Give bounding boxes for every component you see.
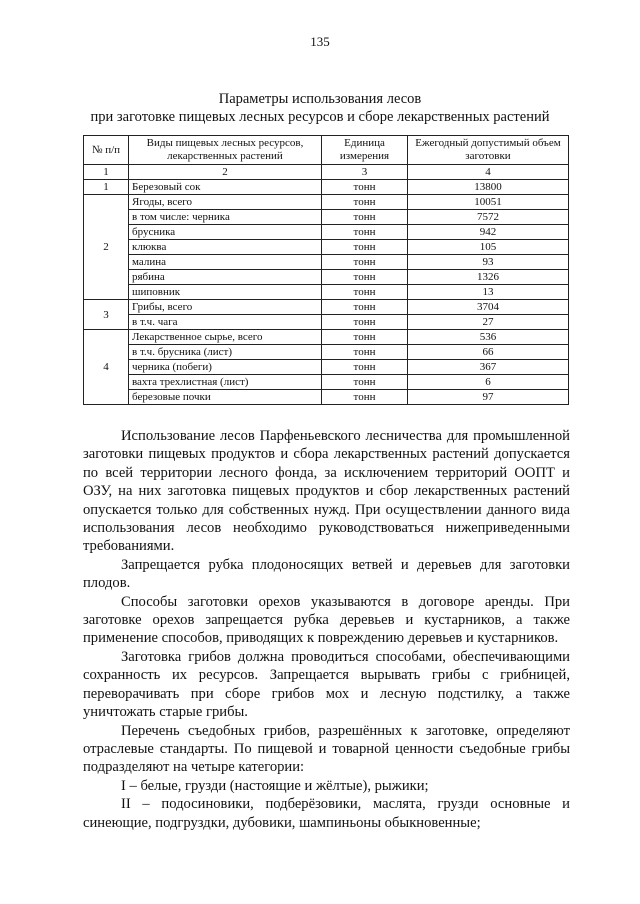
volume-cell: 6 <box>408 375 569 390</box>
page-number: 135 <box>310 34 330 49</box>
row-number-cell: 3 <box>84 300 129 330</box>
resource-name-cell: вахта трехлистная (лист) <box>129 375 322 390</box>
table-row <box>84 285 569 300</box>
unit-cell: тонн <box>322 390 408 405</box>
resource-name-cell: в т.ч. брусника (лист) <box>129 345 322 360</box>
header-resource-type: Виды пищевых лесных ресурсов, лекарственных растений <box>129 136 322 165</box>
unit-cell: тонн <box>322 375 408 390</box>
volume-cell: 536 <box>408 330 569 345</box>
header-annual-volume: Ежегодный допустимый объем заготовки <box>408 136 569 165</box>
column-number-row <box>84 165 569 180</box>
unit-cell: тонн <box>322 360 408 375</box>
unit-cell: тонн <box>322 195 408 210</box>
unit-cell: тонн <box>322 300 408 315</box>
resource-name-cell: брусника <box>129 225 322 240</box>
volume-cell: 27 <box>408 315 569 330</box>
table-row <box>84 255 569 270</box>
paragraph: Способы заготовки орехов указываются в договоре аренды. При заготовке орехов запрещается рубка деревьев и кустарников, а также применение способов, приводящих к повреждению деревьев и кустарников. <box>83 593 570 647</box>
table-row <box>84 225 569 240</box>
unit-cell: тонн <box>322 240 408 255</box>
resource-name-cell: шиповник <box>129 285 322 300</box>
paragraph: Запрещается рубка плодоносящих ветвей и деревьев для заготовки плодов. <box>83 556 570 592</box>
paragraph: Заготовка грибов должна проводиться способами, обеспечивающими сохранность их ресурсов. Запрещается вырывать грибы с грибницей, переворачивать при сборе грибов мох и лесную подстилку, а также уничтожать старые грибы. <box>83 648 570 721</box>
resource-name-cell: в том числе: черника <box>129 210 322 225</box>
volume-cell: 10051 <box>408 195 569 210</box>
table-row <box>84 360 569 375</box>
table-row <box>84 330 569 345</box>
volume-cell: 93 <box>408 255 569 270</box>
table-body <box>84 180 569 405</box>
paragraph: Использование лесов Парфеньевского лесничества для промышленной заготовки пищевых продуктов и сбора лекарственных растений допускается по всей территории лесного фонда, за исключением территорий ООПТ и ОЗУ, на них заготовка пищевых продуктов и сбор лекарственных растений опускается только для собственных нужд. При осуществлении данного вида использования лесов необходимо руководствоваться нижеприведенными требованиями. <box>83 428 570 555</box>
row-number-cell: 1 <box>84 180 129 195</box>
column-number: 2 <box>129 165 322 180</box>
row-number-cell: 2 <box>84 195 129 300</box>
header-unit: Единица измерения <box>322 136 408 165</box>
column-number: 3 <box>322 165 408 180</box>
table-row <box>84 315 569 330</box>
unit-cell: тонн <box>322 345 408 360</box>
unit-cell: тонн <box>322 225 408 240</box>
table-row <box>84 300 569 315</box>
paragraph: Перечень съедобных грибов, разрешённых к заготовке, определяют отраслевые стандарты. По пищевой и товарной ценности съедобные грибы подразделяют на четыре категории: <box>83 722 570 776</box>
table-row <box>84 195 569 210</box>
unit-cell: тонн <box>322 285 408 300</box>
unit-cell: тонн <box>322 315 408 330</box>
body-text <box>83 427 570 832</box>
header-number: № п/п <box>84 136 129 165</box>
column-number: 4 <box>408 165 569 180</box>
resource-name-cell: малина <box>129 255 322 270</box>
table-title <box>0 90 640 126</box>
row-number-cell: 4 <box>84 330 129 405</box>
volume-cell: 66 <box>408 345 569 360</box>
table-header-row <box>84 136 569 165</box>
table-row <box>84 270 569 285</box>
forest-use-parameters-table <box>83 135 569 405</box>
table-row <box>84 390 569 405</box>
unit-cell: тонн <box>322 180 408 195</box>
volume-cell: 942 <box>408 225 569 240</box>
volume-cell: 3704 <box>408 300 569 315</box>
resource-name-cell: черника (побеги) <box>129 360 322 375</box>
table-row <box>84 240 569 255</box>
title-line-1: Параметры использования лесов <box>218 91 422 107</box>
unit-cell: тонн <box>322 270 408 285</box>
table-row <box>84 180 569 195</box>
resource-name-cell: клюква <box>129 240 322 255</box>
volume-cell: 367 <box>408 360 569 375</box>
resource-name-cell: березовые почки <box>129 390 322 405</box>
table-row <box>84 345 569 360</box>
volume-cell: 13 <box>408 285 569 300</box>
paragraph: I – белые, грузди (настоящие и жёлтые), рыжики; <box>121 777 429 794</box>
volume-cell: 1326 <box>408 270 569 285</box>
unit-cell: тонн <box>322 330 408 345</box>
volume-cell: 97 <box>408 390 569 405</box>
volume-cell: 13800 <box>408 180 569 195</box>
resource-name-cell: рябина <box>129 270 322 285</box>
resource-name-cell: Лекарственное сырье, всего <box>129 330 322 345</box>
resource-name-cell: Грибы, всего <box>129 300 322 315</box>
table-row <box>84 375 569 390</box>
table-row <box>84 210 569 225</box>
volume-cell: 105 <box>408 240 569 255</box>
resource-name-cell: Березовый сок <box>129 180 322 195</box>
unit-cell: тонн <box>322 255 408 270</box>
paragraph: II – подосиновики, подберёзовики, маслята, грузди основные и синеющие, подгруздки, дубовики, шампиньоны обыкновенные; <box>83 796 570 831</box>
resource-name-cell: в т.ч. чага <box>129 315 322 330</box>
volume-cell: 7572 <box>408 210 569 225</box>
title-line-2: при заготовке пищевых лесных ресурсов и сборе лекарственных растений <box>90 109 550 125</box>
column-number: 1 <box>84 165 129 180</box>
unit-cell: тонн <box>322 210 408 225</box>
resource-name-cell: Ягоды, всего <box>129 195 322 210</box>
